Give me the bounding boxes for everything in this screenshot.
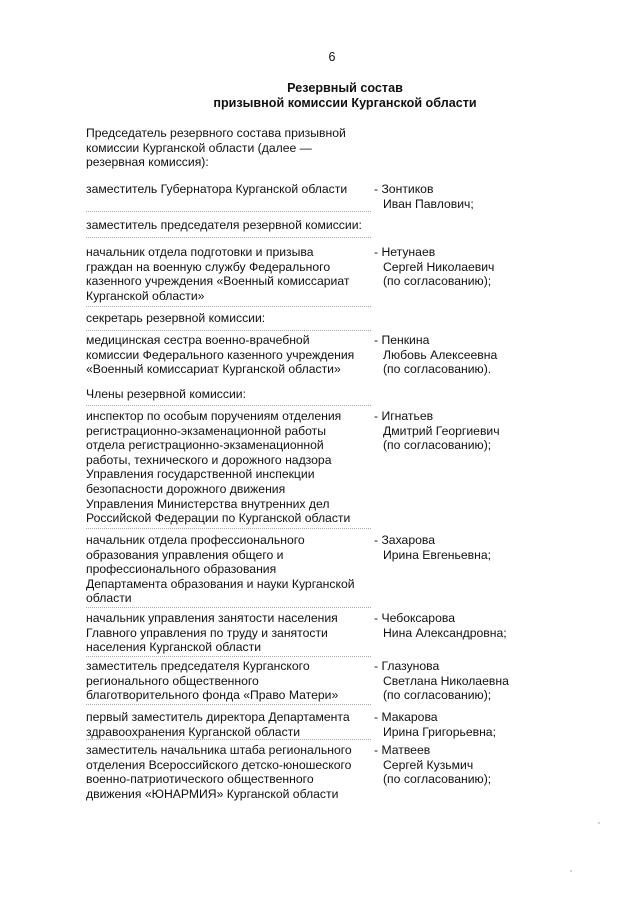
position-line: Российской Федерации по Курганской области	[86, 511, 351, 526]
divider	[86, 211, 371, 212]
divider	[86, 607, 371, 608]
position-line: Департамента образования и науки Курганской	[86, 576, 355, 591]
chair-intro	[86, 126, 346, 170]
name-line: (по согласованию);	[383, 274, 492, 289]
position-line: инспектор по особым поручениям отделения	[86, 409, 342, 423]
position-line: заместитель Губернатора Курганской области	[86, 182, 348, 196]
position-line: регионального общественного	[86, 673, 259, 688]
divider	[86, 330, 371, 331]
chair-name	[374, 182, 544, 211]
secretary-heading: секретарь резервной комиссии:	[86, 311, 266, 325]
divider	[86, 306, 371, 307]
position-line: начальник отдела профессионального	[86, 533, 305, 547]
position-line: Управления государственной инспекции	[86, 467, 315, 482]
name-line: - Глазунова	[374, 659, 440, 673]
name-line: - Нетунаев	[374, 245, 436, 259]
position-line: регистрационно-экзаменационной работы	[86, 423, 327, 438]
divider	[86, 656, 371, 657]
page-number: 6	[328, 50, 336, 64]
position-line: Главного управления по труду и занятости	[86, 625, 328, 640]
position-line: первый заместитель директора Департамента	[86, 710, 350, 724]
deputy-name	[374, 245, 544, 289]
position-line: работы, технического и дорожного надзора	[86, 452, 332, 467]
document-title	[200, 81, 490, 111]
divider	[86, 528, 371, 529]
position-line: заместитель начальника штаба регионального	[86, 743, 352, 757]
position-line: Курганской области»	[86, 288, 205, 303]
title-line-1: Резервный состав	[287, 81, 403, 95]
name-line: - Чебоксарова	[374, 611, 455, 625]
divider	[86, 237, 371, 238]
divider	[86, 405, 371, 406]
scan-speck	[570, 870, 572, 872]
scan-speck	[598, 822, 600, 824]
position-line: отдела регистрационно-экзаменационной	[86, 438, 324, 453]
member-position	[86, 743, 371, 801]
position-line: движения «ЮНАРМИЯ» Курганской области	[86, 786, 339, 801]
member-position	[86, 710, 371, 739]
member-name	[374, 533, 544, 562]
divider	[86, 704, 371, 705]
name-line: - Матвеев	[374, 743, 431, 757]
name-line: Дмитрий Георгиевич	[383, 423, 500, 438]
name-line: - Макарова	[374, 710, 438, 724]
chair-intro-line: резервная комиссия):	[86, 155, 209, 170]
position-line: образования управления общего и	[86, 547, 284, 562]
name-line: (по согласованию);	[383, 688, 492, 703]
members-heading: Члены резервной комиссии:	[86, 387, 246, 401]
member-name	[374, 710, 544, 739]
name-line: - Пенкина	[374, 333, 430, 347]
name-line: Сергей Николаевич	[383, 259, 495, 274]
name-line: Иван Павлович;	[383, 196, 474, 211]
chair-intro-line: Председатель резервного состава призывной	[86, 126, 346, 140]
name-line: - Зонтиков	[374, 182, 434, 196]
name-line: (по согласованию);	[383, 438, 492, 453]
member-position	[86, 533, 371, 606]
deputy-position	[86, 245, 371, 303]
position-line: заместитель председателя Курганского	[86, 659, 310, 673]
member-name	[374, 611, 544, 640]
divider	[86, 739, 371, 740]
position-line: военно-патриотического общественного	[86, 772, 314, 787]
chair-intro-line: комиссии Курганской области (далее —	[86, 140, 312, 155]
member-name	[374, 659, 544, 703]
name-line: Нина Александровна;	[383, 625, 507, 640]
position-line: населения Курганской области	[86, 640, 262, 655]
name-line: Любовь Алексеевна	[383, 347, 498, 362]
name-line: Ирина Евгеньевна;	[383, 547, 492, 562]
name-line: (по согласованию).	[383, 362, 492, 377]
position-line: Управления Министерства внутренних дел	[86, 496, 330, 511]
position-line: начальник отдела подготовки и призыва	[86, 245, 314, 259]
position-line: здравоохранения Курганской области	[86, 724, 301, 739]
position-line: отделения Всероссийского детско-юношеского	[86, 757, 352, 772]
name-line: Светлана Николаевна	[383, 673, 509, 688]
deputy-heading: заместитель председателя резервной комиссии:	[86, 218, 362, 232]
position-line: граждан на военную службу Федерального	[86, 259, 331, 274]
member-name	[374, 409, 544, 453]
name-line: (по согласованию);	[383, 772, 492, 787]
position-line: «Военный комиссариат Курганской области»	[86, 362, 341, 377]
position-line: области	[86, 591, 132, 606]
position-line: комиссии Федерального казенного учреждения	[86, 347, 355, 362]
position-line: благотворительного фонда «Право Матери»	[86, 688, 339, 703]
position-line: казенного учреждения «Военный комиссариат	[86, 274, 350, 289]
position-line: начальник управления занятости населения	[86, 611, 338, 625]
title-line-2: призывной комиссии Курганской области	[213, 96, 477, 110]
name-line: Ирина Григорьевна;	[383, 724, 496, 739]
member-position	[86, 409, 371, 526]
member-name	[374, 743, 544, 787]
chair-position	[86, 182, 371, 197]
name-line: - Игнатьев	[374, 409, 434, 423]
member-position	[86, 611, 371, 655]
name-line: - Захарова	[374, 533, 435, 547]
member-position	[86, 659, 371, 703]
position-line: медицинская сестра военно-врачебной	[86, 333, 310, 347]
position-line: безопасности дорожного движения	[86, 481, 286, 496]
position-line: профессионального образования	[86, 562, 277, 577]
secretary-name	[374, 333, 544, 377]
name-line: Сергей Кузьмич	[383, 757, 474, 772]
secretary-position	[86, 333, 371, 377]
